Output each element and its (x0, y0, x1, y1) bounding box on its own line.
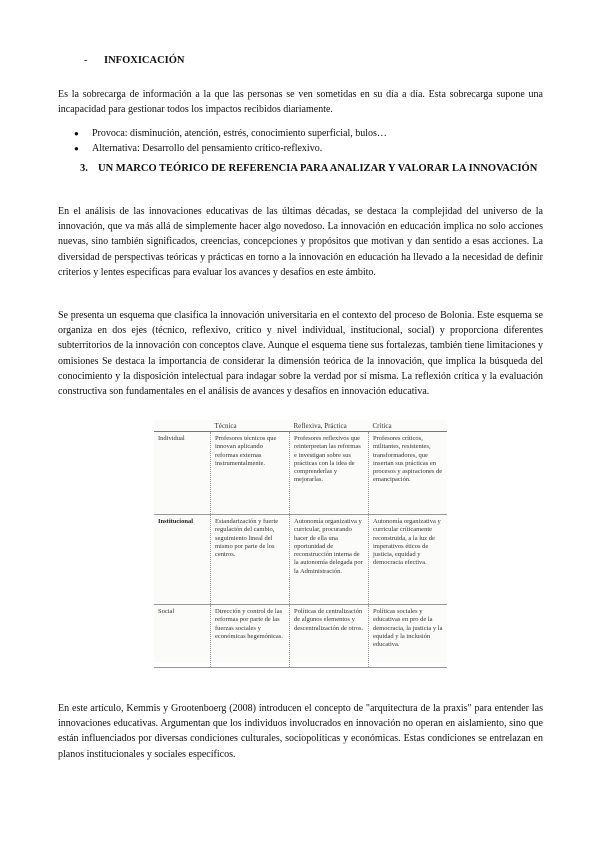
row-label: Individual (154, 432, 211, 515)
table-cell: Autonomía organizativa y curricular críticamente reconstruida, a la luz de imperativos éticos de justicia, equidad y democracia efectiva. (369, 515, 448, 605)
table-cell: Profesores críticos, militantes, resistentes, transformadores, que insertan sus prácticas en procesos y aspiraciones de emancipación. (369, 432, 448, 515)
paragraph-arquitectura-praxis: En este artículo, Kemmis y Grootenboerg (2008) introducen el concepto de "arquitectura de la praxis" para entender las innovaciones educativas. Argumentan que los individuos involucrados en innovación no operan en aislamiento, sino que están influenciados por diversas condiciones culturales, sociopolíticas y económicas. Estas condiciones se entrelazan en planos institucionales y sociales específicos. (58, 703, 543, 760)
row-label: Institucional (154, 515, 211, 605)
list-item: ● Alternativa: Desarrollo del pensamiento crítico-reflexivo. (74, 141, 534, 156)
table-header-cell (154, 420, 211, 432)
paragraph-innovation-complexity: En el análisis de las innovaciones educativas de las últimas décadas, se destaca la complejidad del universo de la innovación, que va más allá de simplemente hacer algo novedoso. La innovación en educación implica no solo acciones nuevas, sino también significados, creencias, concepciones y propósitos que motivan y dan sentido a esas acciones. La diversidad de perspectivas teóricas y prácticas en torno a la innovación en educación ha llevado a la necesidad de definir criterios y lentes específicas para evaluar los avances y desafíos en este ámbito. (58, 206, 543, 278)
innovation-framework-table (154, 420, 447, 668)
section-title: UN MARCO TEÓRICO DE REFERENCIA PARA ANALIZAR Y VALORAR LA INNOVACIÓN (98, 163, 538, 174)
infoxicacion-paragraph: Es la sobrecarga de información a la que las personas se ven sometidas en su día a día. Esta sobrecarga supone una incapacidad para gestionar todos los impactos recibidos diariamente. (58, 89, 543, 116)
section-heading-infoxicacion (84, 55, 185, 66)
table-cell: Estandarización y fuerte regulación del cambio, seguimiento lineal del mismo por parte de los centros. (211, 515, 290, 605)
section-heading-marco-teorico (80, 162, 540, 176)
heading-dash: - (84, 55, 88, 66)
innovation-framework-figure (154, 420, 447, 662)
section-number: 3. (80, 163, 88, 174)
table-cell: Dirección y control de las reformas por parte de las fuerzas sociales y económicas hegemónicas. (211, 605, 290, 668)
table-header-cell: Crítica (369, 420, 448, 432)
table-header-cell: Reflexiva, Práctica (290, 420, 369, 432)
table-row (154, 515, 447, 605)
table-cell: Profesores reflexivos que reinterpretan las reformas e investigan sobre sus prácticas con la idea de comprenderlas y mejorarlas. (290, 432, 369, 515)
list-item: ● Provoca: disminución, atención, estrés, conocimiento superficial, bulos… (74, 126, 534, 141)
table-row (154, 605, 447, 668)
infoxicacion-bullet-list (74, 126, 534, 156)
table-cell: Políticas sociales y educativas en pro de la democracia, la justicia y la equidad y la inclusión educativa. (369, 605, 448, 668)
table-header-row (154, 420, 447, 432)
table-header-cell: Técnica (211, 420, 290, 432)
table-cell: Autonomía organizativa y curricular, procurando hacer de ella una oportunidad de reconstrucción interna de la autonomía delegada por la Administración. (290, 515, 369, 605)
table-row (154, 432, 447, 515)
paragraph-bolonia-scheme: Se presenta un esquema que clasifica la innovación universitaria en el contexto del proceso de Bolonia. Este esquema se organiza en dos ejes (técnico, reflexivo, crítico y nivel individual, institucional, social) y proporciona diferentes subterritorios de la innovación con conceptos clave. Aunque el esquema tiene sus fortalezas, también tiene limitaciones y omisiones Se destaca la importancia de considerar la dimensión teórica de la innovación, que implica la búsqueda del conocimiento y la disposición intelectual para indagar sobre la verdad por sí misma. La reflexión crítica y la evaluación constructiva son fundamentales en el análisis de avances y desafíos en innovación educativa. (58, 310, 543, 398)
row-label: Social (154, 605, 211, 668)
heading-title: INFOXICACIÓN (104, 55, 185, 66)
table-cell: Políticas de centralización de algunos elementos y descentralización de otros. (290, 605, 369, 668)
table-cell: Profesores técnicos que innovan aplicando reformas externas instrumentalmente. (211, 432, 290, 515)
